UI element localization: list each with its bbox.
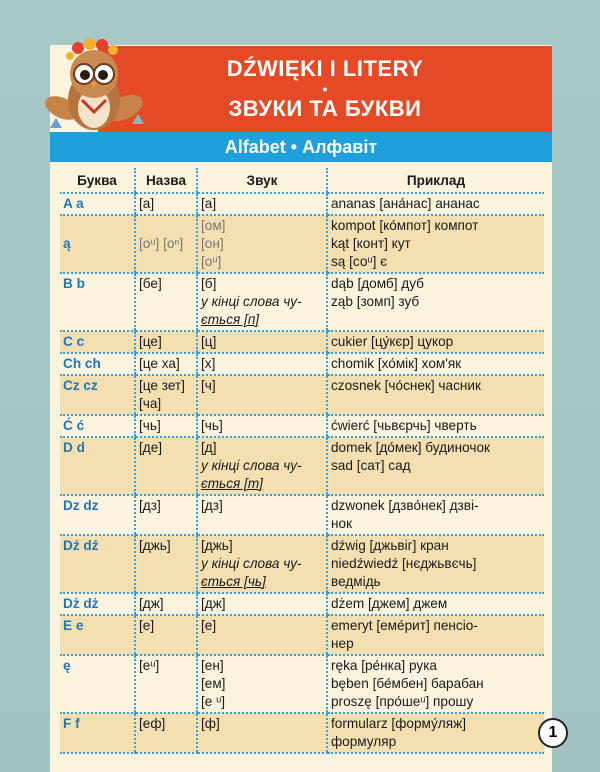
cell-example: dzwonek [дзво́нек] дзві- нок [327,495,544,535]
cell-sound: [дз] [197,495,327,535]
cell-example: dżem [джем] джем [327,593,544,615]
cell-sound: [ф] [197,713,327,753]
cell-example: ananas [ана́нас] ананас [327,193,544,215]
cell-sound: [дж] [197,593,327,615]
cell-sound: [ен] [ем] [е ᵘ] [197,655,327,713]
cell-example: dąb [домб] дуб ząb [зомп] зуб [327,273,544,331]
table-row [60,437,544,495]
cell-letter: D d [60,437,135,495]
table-row [60,593,544,615]
cell-name: [джь] [135,535,197,593]
cell-example: dźwig [джьвіг] кран niedźwiedź [нєджьвєчь] ведмідь [327,535,544,593]
cell-sound: [джь] у кінці слова чу- ється [чь] [197,535,327,593]
cell-sound: [чь] [197,415,327,437]
table-row [60,495,544,535]
cell-letter: F f [60,713,135,753]
cell-name: [бе] [135,273,197,331]
cell-letter: E e [60,615,135,655]
cell-letter: A a [60,193,135,215]
cell-sound: [ом] [он] [оᵘ] [197,215,327,273]
cell-letter: C c [60,331,135,353]
cell-sound: [е] [197,615,327,655]
table-row [60,331,544,353]
title-polish: DŹWIĘKI I LITERY [226,56,424,81]
cell-sound: [б] у кінці слова чу- ється [п] [197,273,327,331]
cell-sound: [ч] [197,375,327,415]
cell-example: czosnek [чо́снек] часник [327,375,544,415]
cell-letter: B b [60,273,135,331]
subtitle-banner: Alfabet • Алфавіт [50,132,552,162]
table-header-row [60,168,544,193]
header-example: Приклад [327,168,544,193]
cell-letter: Cz cz [60,375,135,415]
table-row [60,415,544,437]
table-row [60,273,544,331]
table-row [60,655,544,713]
cell-name: [чь] [135,415,197,437]
cell-letter: Dz dz [60,495,135,535]
cell-letter: ą [60,215,135,273]
cell-sound: [д] у кінці слова чу- ється [т] [197,437,327,495]
cell-example: ręka [ре́нка] рука bęben [бе́мбен] барабан proszę [про́шеᵘ] прошу [327,655,544,713]
cell-example: kompot [ко́мпот] компот kąt [конт] кут są [соᵘ] є [327,215,544,273]
cell-letter: Dź dź [60,535,135,593]
cell-letter: Ch ch [60,353,135,375]
cell-name: [е] [135,615,197,655]
title-separator: • [322,81,328,97]
table-row [60,615,544,655]
cell-letter: ę [60,655,135,713]
owl-mascot-icon [40,38,148,138]
title-ukrainian: ЗВУКИ ТА БУКВИ [228,96,422,121]
cell-name: [еф] [135,713,197,753]
table-row [60,215,544,273]
cell-example: chomik [хо́мік] хом'як [327,353,544,375]
cell-name: [це зет] [ча] [135,375,197,415]
cell-name: [оᵘ] [оⁿ] [135,215,197,273]
cell-sound: [х] [197,353,327,375]
cell-name: [це ха] [135,353,197,375]
header-letter: Буква [60,168,135,193]
cell-example: formularz [форму́ляж] формуляр [327,713,544,753]
table-row [60,375,544,415]
title-banner [98,46,552,132]
header-name: Назва [135,168,197,193]
cell-name: [еᵘ] [135,655,197,713]
cell-letter: Ć ć [60,415,135,437]
cell-example: emeryt [еме́рит] пенсіо- нер [327,615,544,655]
alphabet-table [60,168,544,754]
table-row [60,353,544,375]
page-number: 1 [538,718,568,748]
cell-letter: Dż dż [60,593,135,615]
table-row [60,713,544,753]
cell-example: ćwierć [чьвєрчь] чверть [327,415,544,437]
cell-name: [це] [135,331,197,353]
cell-name: [де] [135,437,197,495]
cell-sound: [а] [197,193,327,215]
cell-example: domek [до́мек] будиночок sad [сат] сад [327,437,544,495]
table-row [60,535,544,593]
header-sound: Звук [197,168,327,193]
table-row [60,193,544,215]
cell-sound: [ц] [197,331,327,353]
cell-name: [а] [135,193,197,215]
cell-name: [дж] [135,593,197,615]
cell-name: [дз] [135,495,197,535]
cell-example: cukier [цу́кєр] цукор [327,331,544,353]
